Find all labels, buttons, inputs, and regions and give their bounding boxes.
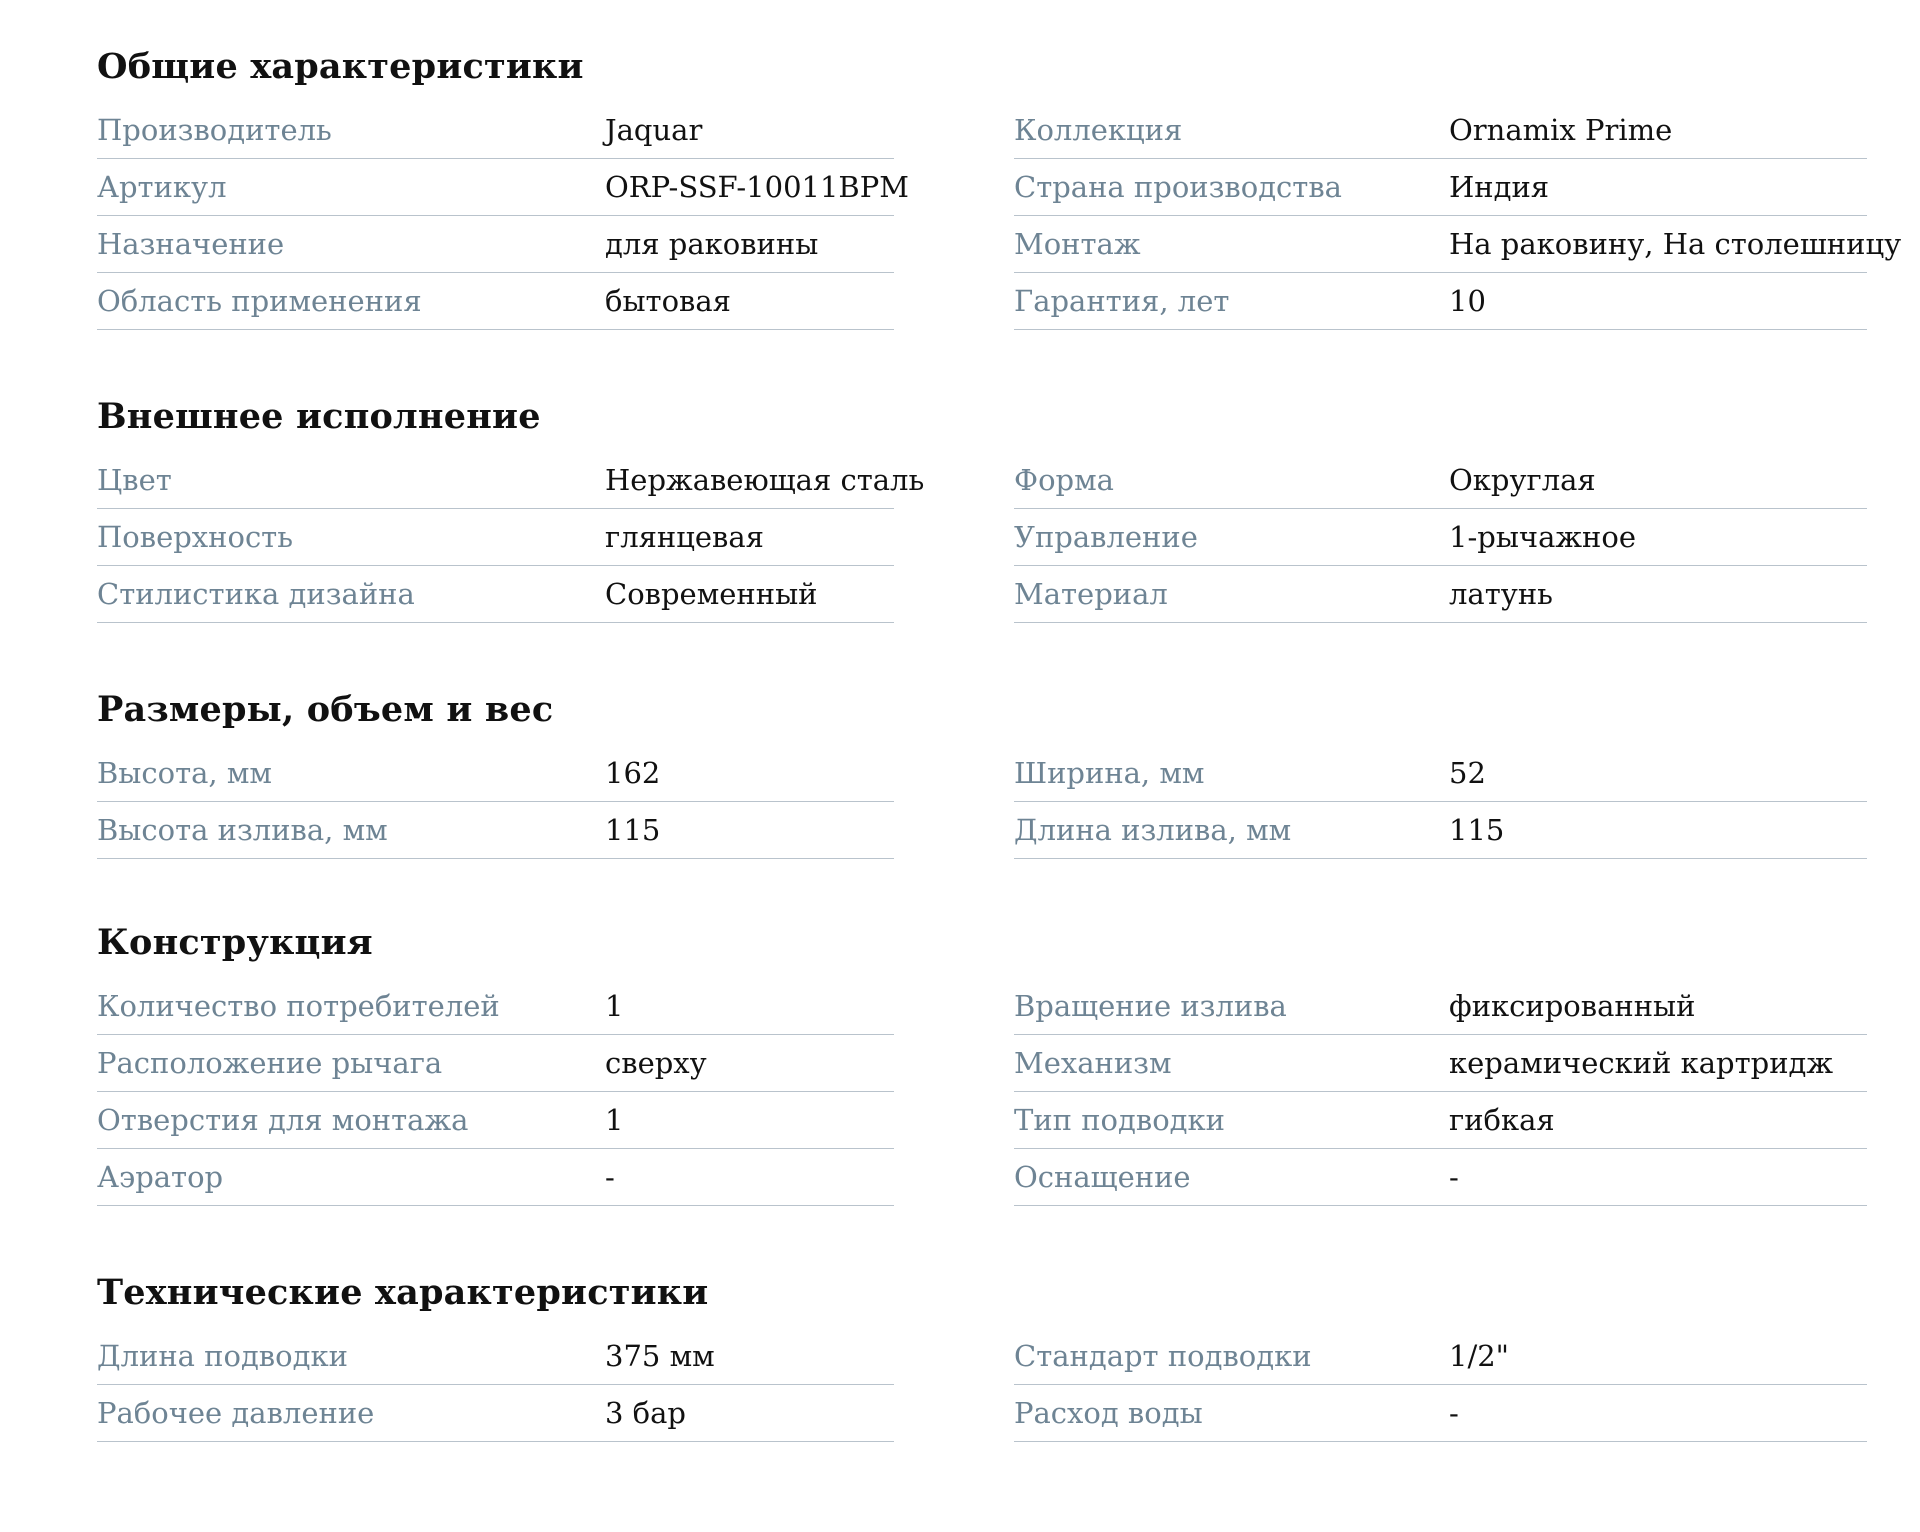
section-general xyxy=(97,32,1902,332)
spec-label: Рабочее давление xyxy=(97,1396,375,1430)
section-title: Размеры, объем и вес xyxy=(97,689,554,730)
spec-value: Ornamix Prime xyxy=(1449,113,1673,147)
spec-row xyxy=(1014,978,1867,1035)
spec-value: На раковину, На столешницу xyxy=(1449,227,1902,261)
spec-row xyxy=(97,1149,894,1206)
spec-value: 115 xyxy=(605,813,661,847)
section-title: Конструкция xyxy=(97,922,373,963)
spec-label: Количество потребителей xyxy=(97,989,500,1023)
spec-row xyxy=(1014,509,1867,566)
spec-column-right xyxy=(1014,452,1920,623)
spec-row xyxy=(97,1328,894,1385)
spec-column-left xyxy=(97,978,894,1206)
spec-label: Расположение рычага xyxy=(97,1046,443,1080)
spec-value: 10 xyxy=(1449,284,1486,318)
spec-grid xyxy=(97,745,1867,860)
spec-label: Расход воды xyxy=(1014,1396,1203,1430)
spec-value: фиксированный xyxy=(1449,989,1696,1023)
spec-value: Индия xyxy=(1449,170,1550,204)
spec-row xyxy=(1014,745,1867,802)
spec-label: Производитель xyxy=(97,113,332,147)
spec-label: Отверстия для монтажа xyxy=(97,1103,469,1137)
spec-value: глянцевая xyxy=(605,520,764,554)
spec-label: Монтаж xyxy=(1014,227,1141,261)
spec-column-right xyxy=(1014,1328,1920,1442)
spec-value: 1 xyxy=(605,989,624,1023)
spec-row xyxy=(97,566,894,623)
spec-value: гибкая xyxy=(1449,1103,1555,1137)
spec-row xyxy=(1014,1328,1867,1385)
spec-value: 52 xyxy=(1449,756,1486,790)
spec-label: Ширина, мм xyxy=(1014,756,1205,790)
spec-row xyxy=(1014,1092,1867,1149)
spec-row xyxy=(97,1385,894,1442)
spec-label: Стандарт подводки xyxy=(1014,1339,1312,1373)
spec-label: Стилистика дизайна xyxy=(97,577,415,611)
spec-row xyxy=(1014,566,1867,623)
spec-column-left xyxy=(97,452,925,623)
section-title: Внешнее исполнение xyxy=(97,396,541,437)
spec-value: 115 xyxy=(1449,813,1505,847)
spec-value: 162 xyxy=(605,756,661,790)
spec-row xyxy=(97,159,909,216)
spec-value: 1-рычажное xyxy=(1449,520,1636,554)
spec-label: Оснащение xyxy=(1014,1160,1191,1194)
spec-label: Область применения xyxy=(97,284,422,318)
spec-label: Управление xyxy=(1014,520,1198,554)
spec-label: Материал xyxy=(1014,577,1168,611)
spec-value: 375 мм xyxy=(605,1339,715,1373)
spec-row xyxy=(1014,216,1902,273)
section-title: Общие характеристики xyxy=(97,46,584,87)
spec-row xyxy=(1014,452,1867,509)
spec-value: для раковины xyxy=(605,227,819,261)
spec-label: Цвет xyxy=(97,463,172,497)
spec-label: Аэратор xyxy=(97,1160,224,1194)
spec-value: 1/2" xyxy=(1449,1339,1510,1373)
spec-label: Поверхность xyxy=(97,520,294,554)
spec-row xyxy=(1014,1149,1867,1206)
spec-row xyxy=(97,1035,894,1092)
spec-grid xyxy=(97,102,1902,332)
spec-value: латунь xyxy=(1449,577,1553,611)
section-title: Технические характеристики xyxy=(97,1272,709,1313)
spec-row xyxy=(97,102,894,159)
section-technical xyxy=(97,1258,1867,1443)
section-appearance xyxy=(97,382,1867,624)
spec-label: Коллекция xyxy=(1014,113,1183,147)
spec-label: Форма xyxy=(1014,463,1114,497)
spec-label: Страна производства xyxy=(1014,170,1342,204)
spec-value: - xyxy=(1449,1396,1459,1430)
spec-label: Вращение излива xyxy=(1014,989,1287,1023)
spec-value: - xyxy=(605,1160,615,1194)
spec-label: Длина излива, мм xyxy=(1014,813,1292,847)
spec-label: Высота, мм xyxy=(97,756,272,790)
spec-row xyxy=(1014,273,1867,330)
spec-row xyxy=(97,1092,894,1149)
spec-value: бытовая xyxy=(605,284,731,318)
spec-row xyxy=(97,509,894,566)
section-construction xyxy=(97,908,1867,1208)
section-dimensions xyxy=(97,675,1867,860)
spec-label: Назначение xyxy=(97,227,285,261)
spec-value: 3 бар xyxy=(605,1396,686,1430)
spec-grid xyxy=(97,978,1867,1208)
spec-value: - xyxy=(1449,1160,1459,1194)
spec-row xyxy=(97,216,894,273)
spec-value: сверху xyxy=(605,1046,707,1080)
spec-value: Округлая xyxy=(1449,463,1596,497)
spec-row xyxy=(97,452,925,509)
spec-value: ORP-SSF-10011BPM xyxy=(605,170,909,204)
spec-column-right xyxy=(1014,102,1920,330)
spec-row xyxy=(1014,1385,1867,1442)
spec-column-right xyxy=(1014,745,1920,859)
spec-label: Высота излива, мм xyxy=(97,813,388,847)
spec-grid xyxy=(97,452,1867,624)
spec-grid xyxy=(97,1328,1867,1443)
spec-column-left xyxy=(97,102,909,330)
spec-row xyxy=(1014,102,1867,159)
spec-label: Тип подводки xyxy=(1014,1103,1225,1137)
spec-value: 1 xyxy=(605,1103,624,1137)
spec-value: керамический картридж xyxy=(1449,1046,1834,1080)
spec-row xyxy=(97,745,894,802)
spec-column-left xyxy=(97,745,894,859)
spec-row xyxy=(1014,802,1867,859)
spec-value: Jaquar xyxy=(605,113,703,147)
spec-label: Механизм xyxy=(1014,1046,1172,1080)
spec-value: Нержавеющая сталь xyxy=(605,463,925,497)
spec-row xyxy=(97,978,894,1035)
spec-column-right xyxy=(1014,978,1920,1206)
spec-value: Современный xyxy=(605,577,818,611)
spec-row xyxy=(1014,159,1867,216)
spec-label: Артикул xyxy=(97,170,227,204)
spec-row xyxy=(1014,1035,1867,1092)
spec-label: Длина подводки xyxy=(97,1339,348,1373)
spec-row xyxy=(97,802,894,859)
spec-column-left xyxy=(97,1328,894,1442)
spec-row xyxy=(97,273,894,330)
spec-label: Гарантия, лет xyxy=(1014,284,1230,318)
